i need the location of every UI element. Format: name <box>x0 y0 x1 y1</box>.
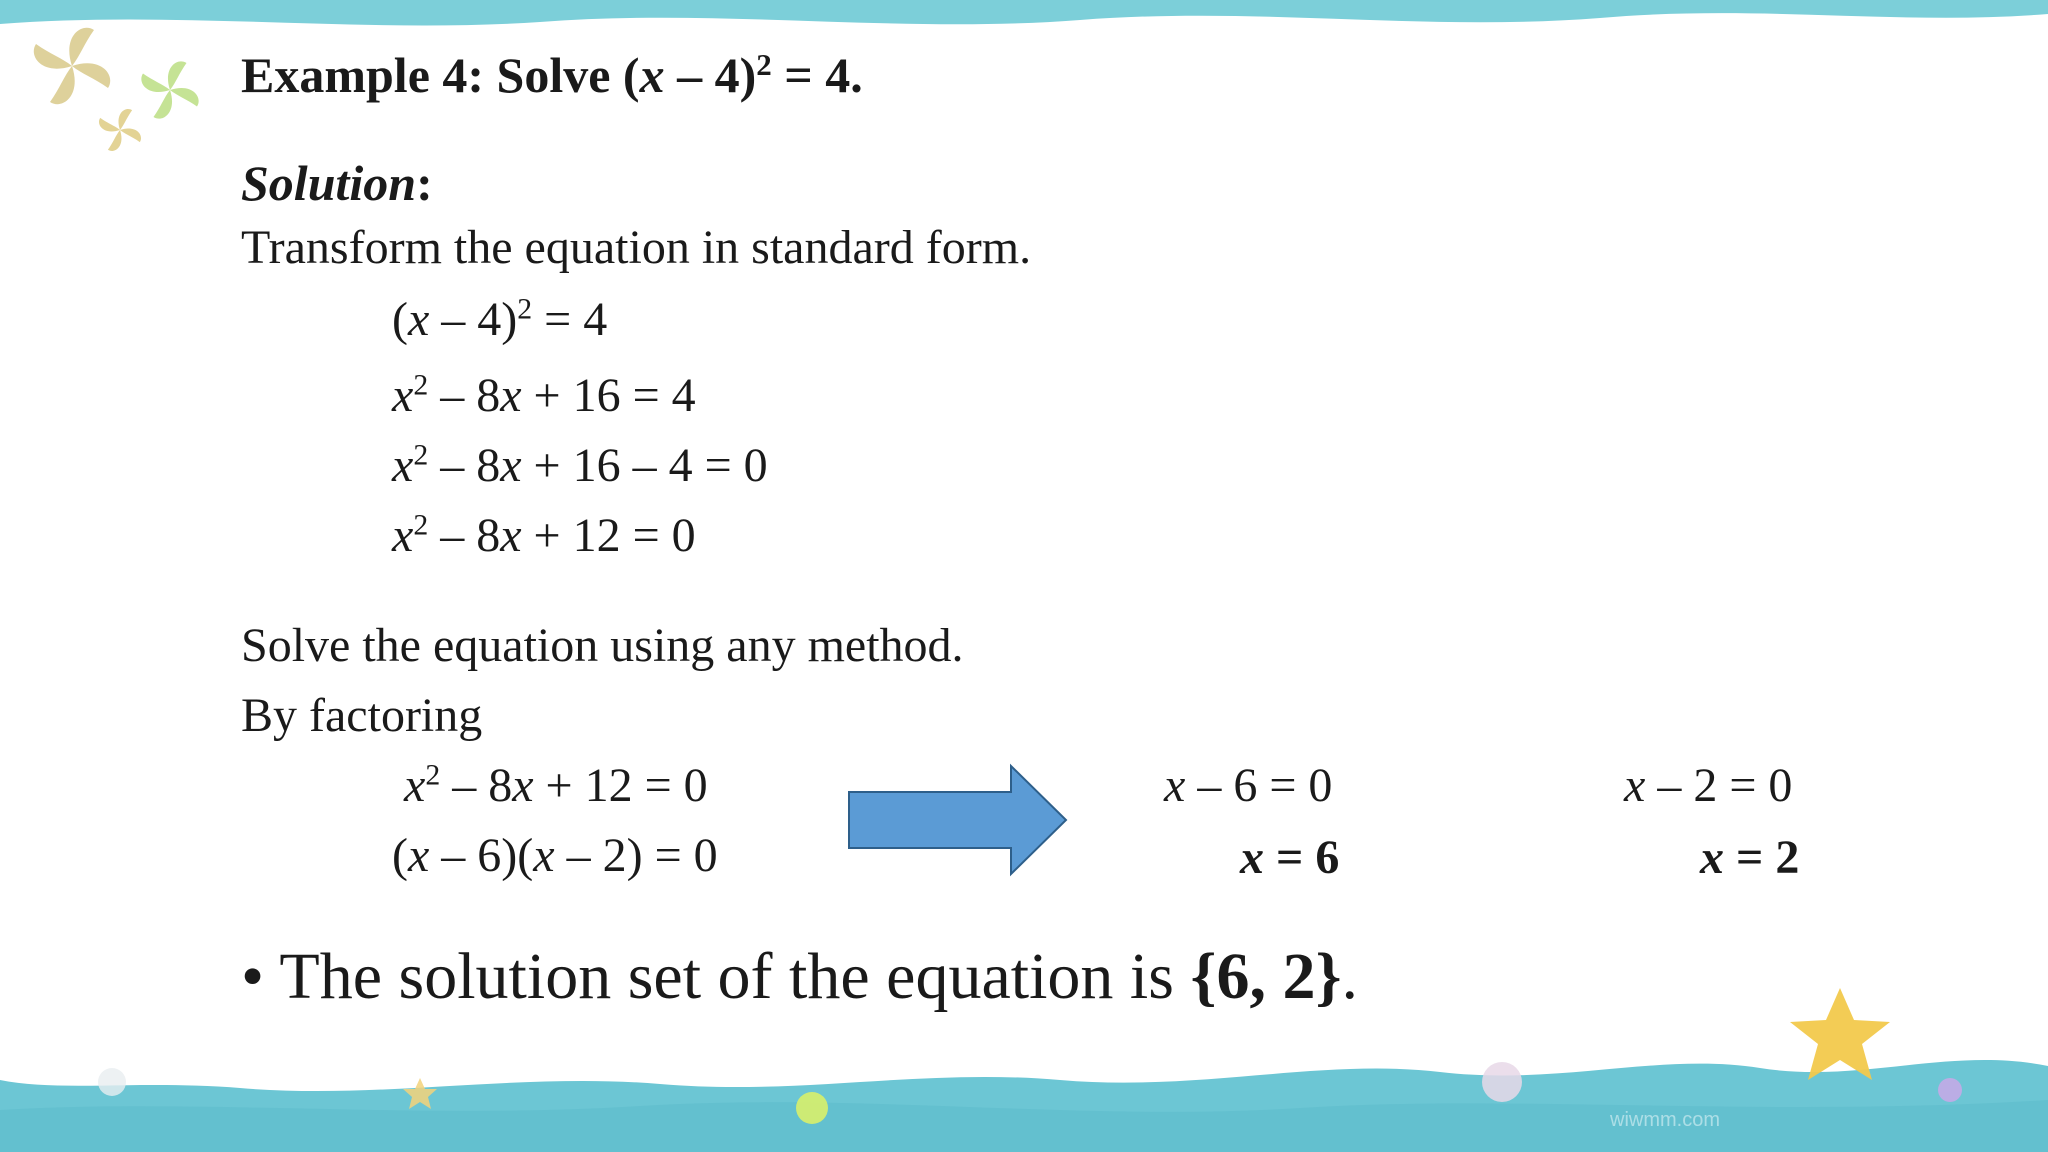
transform-line-3: $x^2 - 8x + 16 - 4 = 0$ <box>392 438 768 492</box>
pinwheel-icon <box>141 61 198 118</box>
bubble-icon <box>98 1068 126 1096</box>
method-label: By factoring <box>241 689 483 742</box>
pinwheel-icon <box>99 109 141 151</box>
factoring-line-2: (x – 6)(x – 2) = 0 <box>392 829 718 882</box>
transform-line-4: $x^2 - 8x + 12 = 0$ <box>392 508 696 562</box>
factoring-line-1: $x^2 - 8x + 12 = 0$ <box>404 758 708 812</box>
watermark: wiwmm.com <box>1610 1109 1720 1131</box>
bubble-icon <box>1938 1078 1962 1102</box>
top-wave <box>0 0 2048 25</box>
transform-line-2: $x^2 - 8x + 16 = 4$ <box>392 368 696 422</box>
root-2-answer: x = 2 <box>1700 831 1800 884</box>
shell-icon <box>1482 1062 1522 1102</box>
root-2-equation: x – 2 = 0 <box>1624 759 1793 812</box>
solution-heading: Solution: <box>241 155 433 211</box>
transform-line-1: (x – 4)$^2$ = 4 <box>392 292 608 346</box>
star-icon <box>1790 988 1890 1080</box>
root-1-answer: x = 6 <box>1240 831 1340 884</box>
step1-instruction: Transform the equation in standard form. <box>241 221 1032 274</box>
flower-icon <box>796 1092 828 1124</box>
pinwheel-icon <box>34 28 110 104</box>
step2-instruction: Solve the equation using any method. <box>241 619 964 672</box>
example-title: Example 4: Solve (x – 4)$^2$ = 4. <box>241 46 863 103</box>
solution-set-statement: • The solution set of the equation is {6, 2}. <box>241 940 1358 1013</box>
root-1-equation: x – 6 = 0 <box>1164 759 1333 812</box>
arrow-icon <box>849 766 1066 874</box>
